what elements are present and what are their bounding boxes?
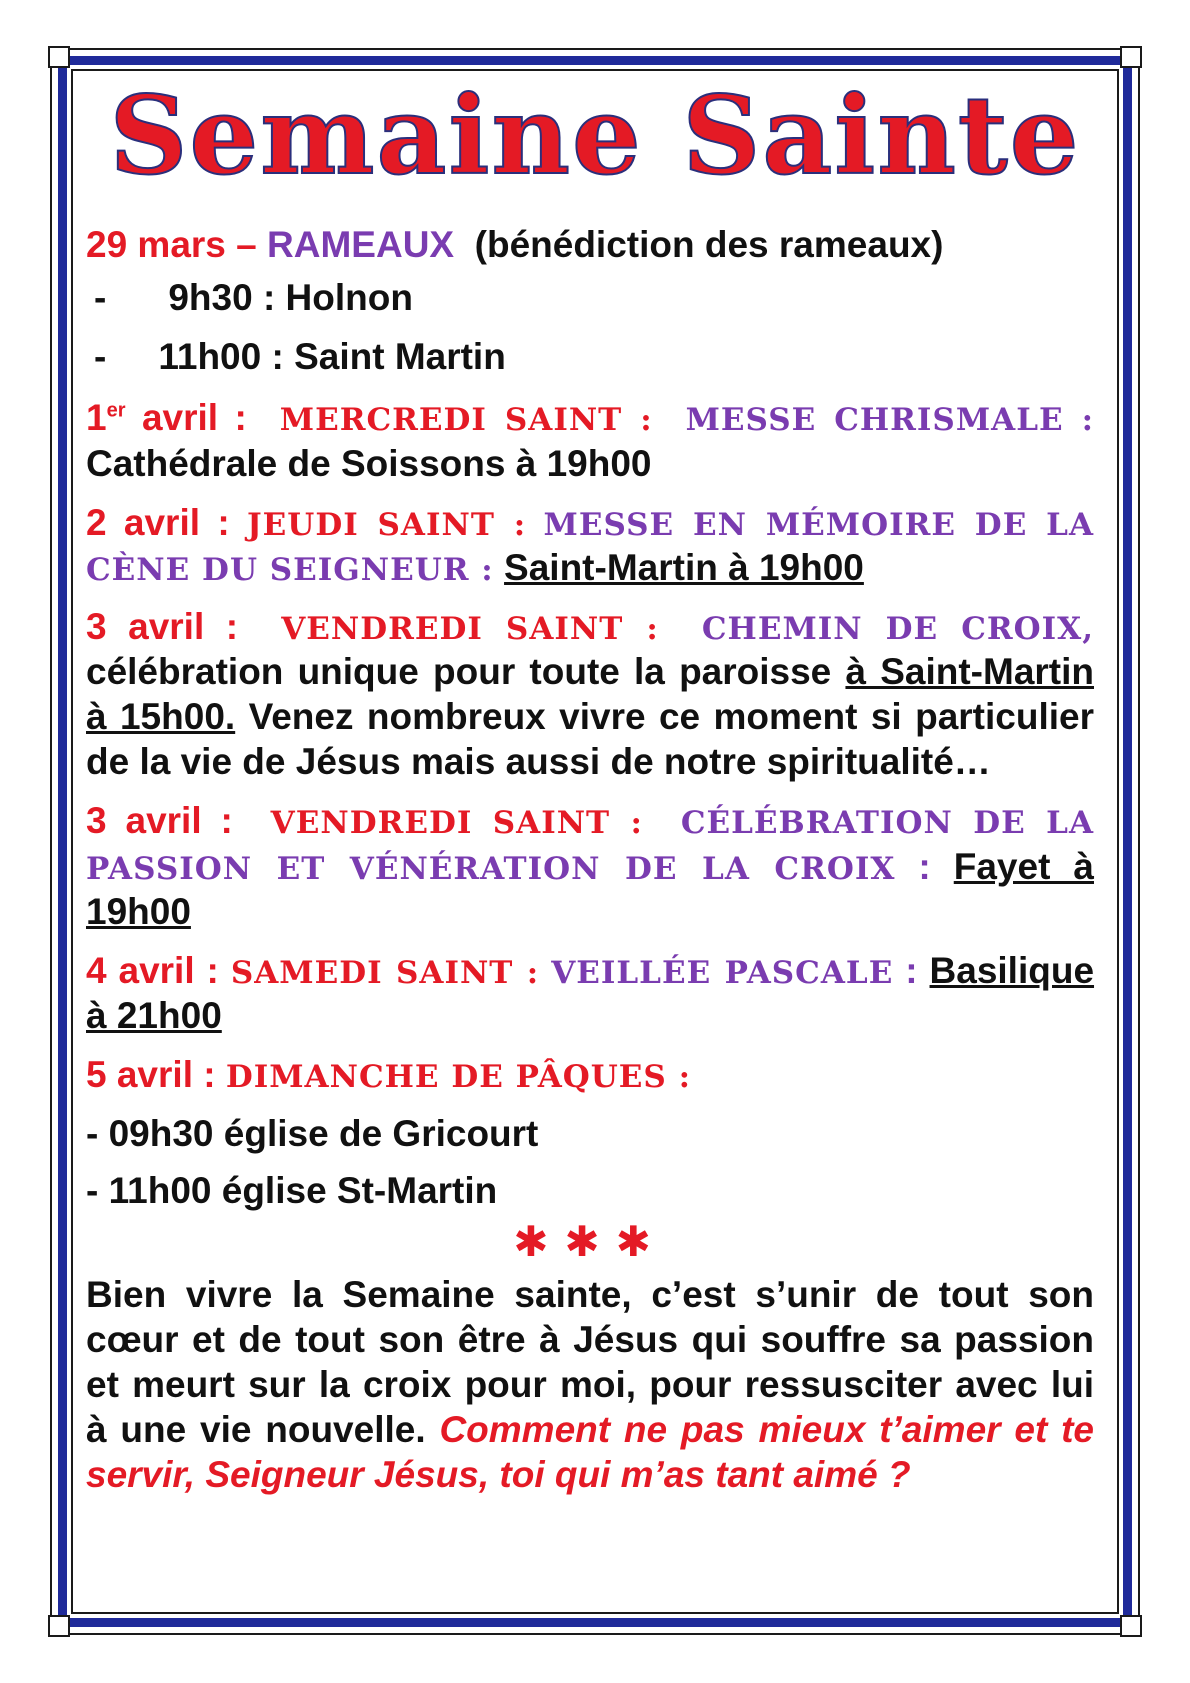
event-description: VEILLÉE PASCALE	[551, 954, 894, 991]
event-detail: (bénédiction des rameaux)	[474, 224, 944, 265]
event-name: RAMEAUX	[267, 224, 455, 265]
dash-bullet: -	[94, 336, 107, 378]
list-item	[86, 334, 1094, 379]
dash-bullet: -	[94, 277, 107, 319]
event-date: 29 mars –	[86, 224, 257, 265]
event-vendredi-saint-chemin	[86, 604, 1094, 785]
event-name: SAMEDI SAINT :	[230, 954, 540, 991]
event-text: célébration unique pour toute la paroisse	[86, 651, 832, 692]
event-description: CHEMIN DE CROIX,	[701, 610, 1095, 647]
event-location: Fayet à 19h00	[86, 845, 1094, 932]
event-jeudi-saint	[86, 500, 1094, 590]
event-text-continued: Venez nombreux vivre ce moment si particulier de la vie de Jésus mais aussi de notre spiritualité…	[86, 696, 1094, 783]
event-name: DIMANCHE DE PÂQUES :	[225, 1059, 692, 1095]
corner-ornament-top-right	[1120, 46, 1142, 68]
event-name: VENDREDI SAINT :	[270, 805, 643, 842]
corner-ornament-bottom-right	[1120, 1615, 1142, 1637]
corner-ornament-bottom-left	[48, 1615, 70, 1637]
page-title: Semaine Sainte	[109, 73, 1081, 199]
event-location: Saint-Martin à 19h00	[504, 546, 864, 588]
event-vendredi-saint-passion	[86, 798, 1094, 933]
event-description: MESSE CHRISMALE :	[685, 402, 1095, 439]
event-location: Basilique à 21h00	[86, 949, 1095, 1036]
event-name: VENDREDI SAINT :	[281, 610, 659, 647]
event-date: 2 avril :	[86, 501, 230, 543]
closing-paragraph	[86, 1272, 1094, 1498]
corner-ornament-top-left	[48, 46, 70, 68]
event-paques	[86, 1052, 1094, 1097]
event-mercredi-saint	[86, 395, 1094, 485]
event-date: 5 avril :	[86, 1054, 216, 1095]
event-date: 4 avril :	[86, 949, 219, 991]
event-location: Cathédrale de Soissons à 19h00	[86, 442, 652, 484]
event-rameaux	[86, 222, 1094, 267]
schedule-content	[86, 222, 1094, 1497]
event-description: MESSE EN MÉMOIRE DE LA CÈNE DU SEIGNEUR :	[86, 506, 1095, 588]
event-location: à Saint-Martin à 15h00.	[86, 651, 1094, 738]
event-separator: :	[918, 845, 931, 887]
list-item: - 09h30 église de Gricourt	[86, 1113, 539, 1155]
event-name: MERCREDI SAINT :	[279, 402, 653, 439]
stars-divider: ✱✱✱	[513, 1217, 667, 1267]
mass-time: 9h30 : Holnon	[168, 277, 413, 319]
list-item: - 11h00 église St-Martin	[86, 1170, 498, 1212]
mass-time: 11h00 : Saint Martin	[158, 336, 506, 378]
event-date: 1er avril :	[86, 397, 247, 439]
list-item	[86, 275, 1094, 320]
closing-prayer: Comment ne pas mieux t’aimer et te servir, Seigneur Jésus, toi qui m’as tant aimé ?	[86, 1408, 1094, 1496]
event-samedi-saint	[86, 948, 1094, 1038]
event-name: JEUDI SAINT :	[247, 506, 527, 543]
closing-text: Bien vivre la Semaine sainte, c’est s’unir de tout son cœur et de tout son être à Jésus qui souffre sa passion et meurt sur la croix pour moi, pour ressusciter avec lui à une vie nouvelle.	[86, 1273, 1094, 1450]
event-separator: :	[905, 949, 918, 991]
event-date: 3 avril :	[86, 605, 239, 647]
event-description: CÉLÉBRATION DE LA PASSION ET VÉNÉRATION DE LA CROIX	[86, 805, 1094, 887]
event-date: 3 avril :	[86, 800, 233, 842]
